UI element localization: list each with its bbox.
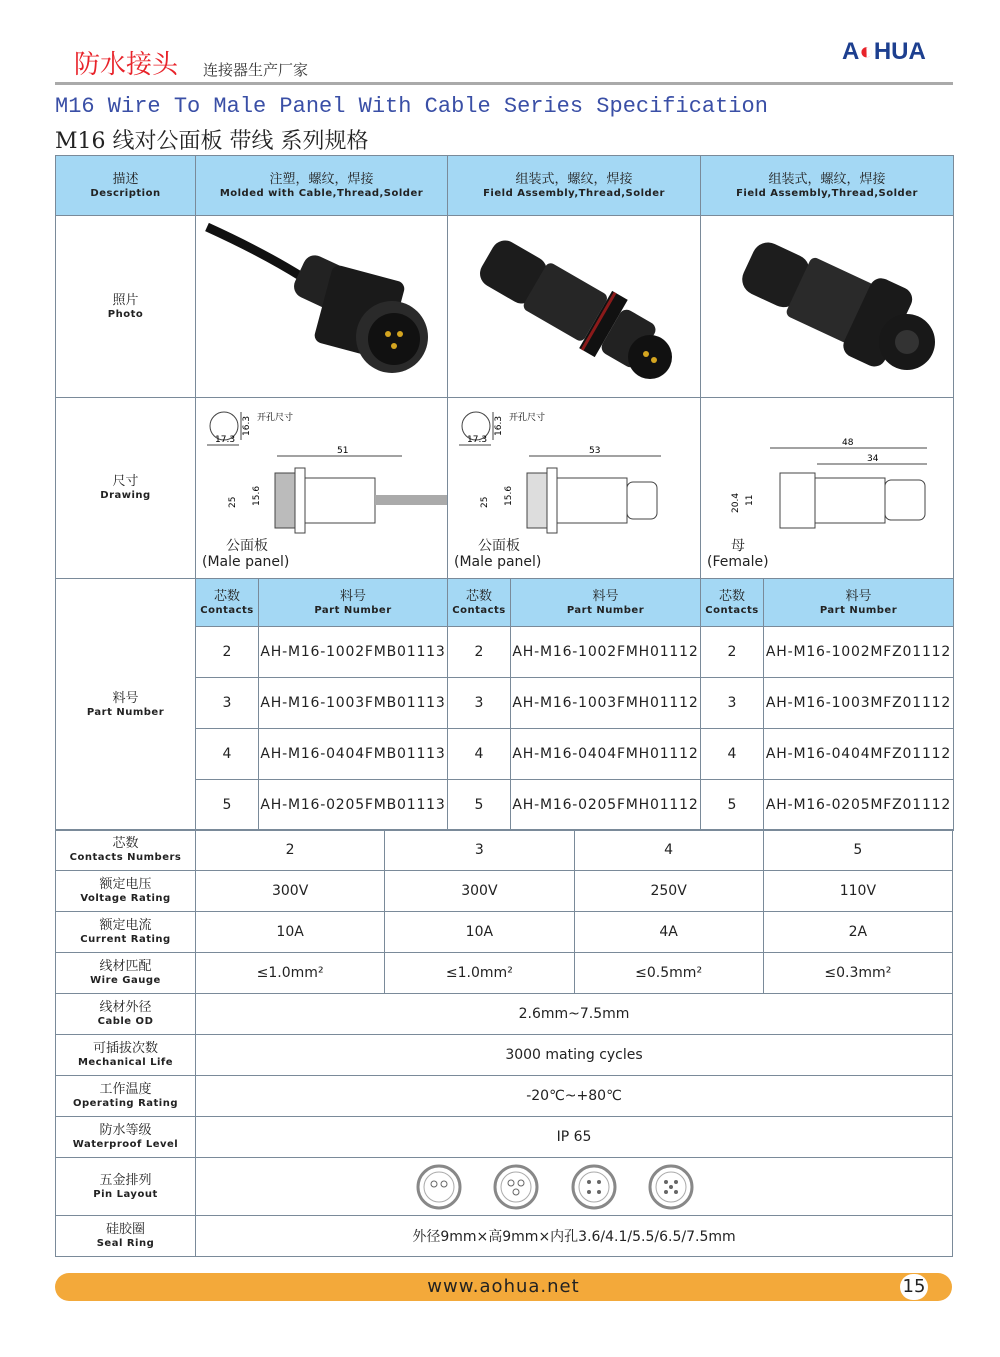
- part-number-cell: AH-M16-0404FMB01113: [259, 729, 448, 780]
- svg-text:17.3: 17.3: [467, 435, 488, 445]
- spec-value: 110V: [763, 871, 952, 912]
- spec-table-bottom: [55, 829, 953, 1257]
- header-divider: [55, 82, 953, 85]
- spec-row: [56, 912, 953, 953]
- seal-ring-row: [56, 1216, 953, 1257]
- spec-label: 线材匹配 Wire Gauge: [56, 953, 196, 994]
- drawing-caption: 公面板 (Male panel): [454, 538, 542, 570]
- drawing-row: [56, 398, 954, 579]
- contacts-cell: 4: [448, 729, 511, 780]
- drawing-caption: 公面板 (Male panel): [202, 538, 290, 570]
- spec-label: 额定电流 Current Rating: [56, 912, 196, 953]
- contacts-cell: 4: [196, 729, 259, 780]
- contacts-cell: 5: [701, 780, 764, 831]
- hole-height-label: 16.3: [241, 415, 252, 436]
- contacts-cell: 4: [701, 729, 764, 780]
- photo-female: [701, 216, 954, 398]
- hole-height-label: 16.3: [494, 415, 504, 436]
- desc-header: 描述 Description: [56, 156, 196, 216]
- spec-value: 3000 mating cycles: [196, 1035, 953, 1076]
- footer-bar: [55, 1273, 952, 1301]
- svg-text:开孔尺寸: 开孔尺寸: [256, 413, 293, 423]
- spec-row: [56, 953, 953, 994]
- spec-value: 4A: [574, 912, 763, 953]
- spec-label: 芯数 Contacts Numbers: [56, 830, 196, 871]
- spec-row: [56, 871, 953, 912]
- contacts-cell: 2: [701, 627, 764, 678]
- spec-value: 10A: [385, 912, 574, 953]
- spec-value: 2: [196, 830, 385, 871]
- photo-field-male: [448, 216, 701, 398]
- spec-label: 线材外径 Cable OD: [56, 994, 196, 1035]
- part-number-cell: AH-M16-1003FMB01113: [259, 678, 448, 729]
- col-header: 组装式，螺纹，焊接 Field Assembly,Thread,Solder: [448, 156, 701, 216]
- spec-value: 250V: [574, 871, 763, 912]
- spec-row: [56, 1076, 953, 1117]
- drawing-caption: 母 (Female): [707, 538, 769, 570]
- brand-subtitle: 连接器生产厂家: [203, 61, 309, 79]
- svg-text:20.4: 20.4: [731, 492, 741, 513]
- part-header-row: [56, 579, 954, 627]
- contacts-cell: 3: [701, 678, 764, 729]
- part-number-cell: AH-M16-0205FMH01112: [511, 780, 701, 831]
- pn-header: 料号 Part Number: [511, 579, 701, 627]
- page-title: M16 Wire To Male Panel With Cable Series Specification: [55, 94, 768, 119]
- spec-value: 10A: [196, 912, 385, 953]
- contacts-header: 芯数 Contacts: [448, 579, 511, 627]
- spec-row: [56, 994, 953, 1035]
- spec-value: 300V: [385, 871, 574, 912]
- spec-value: 300V: [196, 871, 385, 912]
- pin-layout-5-icon: [650, 1166, 692, 1208]
- spec-row: [56, 830, 953, 871]
- part-number-cell: AH-M16-1003FMH01112: [511, 678, 701, 729]
- spec-value: -20℃~+80℃: [196, 1076, 953, 1117]
- part-number-cell: AH-M16-0404FMH01112: [511, 729, 701, 780]
- spec-row: [56, 1035, 953, 1076]
- svg-text:开孔尺寸: 开孔尺寸: [509, 413, 546, 423]
- part-number-cell: AH-M16-0205FMB01113: [259, 780, 448, 831]
- part-number-cell: AH-M16-1003MFZ01112: [764, 678, 954, 729]
- col-header: 注塑，螺纹，焊接 Molded with Cable,Thread,Solder: [196, 156, 448, 216]
- pin-layout-label: 五金排列 Pin Layout: [56, 1158, 196, 1216]
- part-number-label: 料号 Part Number: [56, 579, 196, 831]
- spec-label: 防水等级 Waterproof Level: [56, 1117, 196, 1158]
- part-number-cell: AH-M16-1002FMB01113: [259, 627, 448, 678]
- contacts-cell: 2: [196, 627, 259, 678]
- part-number-cell: AH-M16-1002MFZ01112: [764, 627, 954, 678]
- photo-label: 照片 Photo: [56, 216, 196, 398]
- dimension-drawing: [197, 398, 447, 538]
- drawing-female: [701, 398, 954, 579]
- dimension-drawing: [449, 398, 699, 538]
- drawing-label: 尺寸 Drawing: [56, 398, 196, 579]
- svg-text:15.6: 15.6: [504, 485, 514, 506]
- spec-value: 3: [385, 830, 574, 871]
- spec-row: [56, 1117, 953, 1158]
- spec-value: 2.6mm~7.5mm: [196, 994, 953, 1035]
- pin-layout-4-icon: [573, 1166, 615, 1208]
- svg-text:34: 34: [867, 454, 879, 464]
- page-title-cn: M16 线对公面板 带线 系列规格: [55, 129, 369, 154]
- seal-ring-value: 外径9mm×高9mm×内孔3.6/4.1/5.5/6.5/7.5mm: [196, 1216, 953, 1257]
- brand-name: 防水接头: [74, 50, 179, 80]
- spec-label: 工作温度 Operating Rating: [56, 1076, 196, 1117]
- contacts-header: 芯数 Contacts: [701, 579, 764, 627]
- contacts-cell: 2: [448, 627, 511, 678]
- pin-layout-row: [56, 1158, 953, 1216]
- page-number: 15: [900, 1274, 928, 1300]
- spec-value: 2A: [763, 912, 952, 953]
- svg-text:51: 51: [336, 446, 348, 456]
- aohua-logo: A◐HUA: [842, 38, 926, 65]
- drawing-molded: [196, 398, 448, 579]
- spec-value: 4: [574, 830, 763, 871]
- dimension-drawing: [702, 398, 952, 538]
- spec-table-top: [55, 155, 954, 831]
- pin-layout-3-icon: [495, 1166, 537, 1208]
- pn-header: 料号 Part Number: [259, 579, 448, 627]
- svg-text:53: 53: [589, 446, 601, 456]
- svg-text:25: 25: [480, 496, 490, 508]
- spec-label: 额定电压 Voltage Rating: [56, 871, 196, 912]
- drawing-field-male: [448, 398, 701, 579]
- col-header: 组装式，螺纹，焊接 Field Assembly,Thread,Solder: [701, 156, 954, 216]
- photo-molded: [196, 216, 448, 398]
- spec-value: IP 65: [196, 1117, 953, 1158]
- spec-value: ≤0.3mm²: [763, 953, 952, 994]
- photo-row: [56, 216, 954, 398]
- spec-value: ≤0.5mm²: [574, 953, 763, 994]
- contacts-cell: 5: [448, 780, 511, 831]
- part-number-cell: AH-M16-0404MFZ01112: [764, 729, 954, 780]
- spec-value: 5: [763, 830, 952, 871]
- svg-text:25: 25: [227, 496, 238, 508]
- spec-value: ≤1.0mm²: [385, 953, 574, 994]
- contacts-cell: 5: [196, 780, 259, 831]
- part-number-cell: AH-M16-0205MFZ01112: [764, 780, 954, 831]
- spec-label: 可插拔次数 Mechanical Life: [56, 1035, 196, 1076]
- pn-header: 料号 Part Number: [764, 579, 954, 627]
- svg-text:48: 48: [842, 438, 854, 448]
- svg-text:11: 11: [745, 494, 755, 506]
- contacts-header: 芯数 Contacts: [196, 579, 259, 627]
- header-row: [56, 156, 954, 216]
- contacts-cell: 3: [196, 678, 259, 729]
- part-number-cell: AH-M16-1002FMH01112: [511, 627, 701, 678]
- contacts-cell: 3: [448, 678, 511, 729]
- website-link[interactable]: www.aohua.net: [427, 1276, 580, 1297]
- pin-layout-2-icon: [418, 1166, 460, 1208]
- seal-ring-label: 硅胶圈 Seal Ring: [56, 1216, 196, 1257]
- svg-text:17.3: 17.3: [214, 435, 235, 445]
- pin-layout-cell: [196, 1158, 953, 1216]
- spec-value: ≤1.0mm²: [196, 953, 385, 994]
- svg-text:15.6: 15.6: [251, 485, 262, 506]
